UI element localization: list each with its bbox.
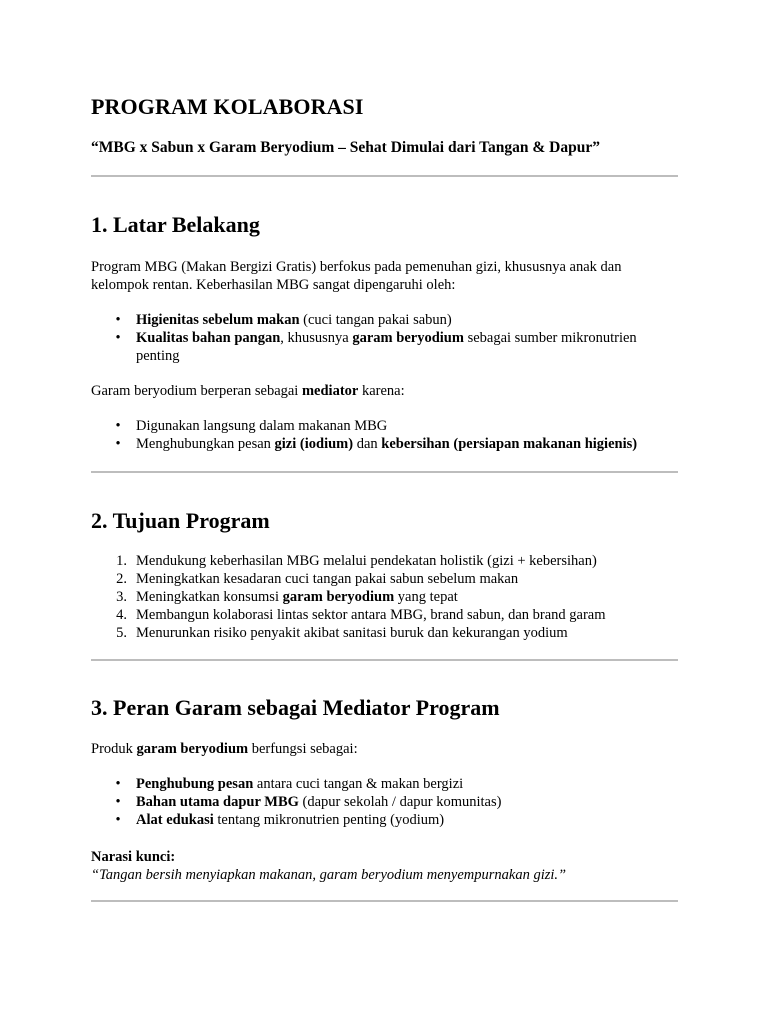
reason-text: Menghubungkan pesan bbox=[136, 436, 275, 452]
list-number: 2. bbox=[116, 571, 127, 587]
factor-text: (cuci tangan pakai sabun) bbox=[299, 312, 452, 328]
goal-text: Menurunkan risiko penyakit akibat sanitasi buruk dan kekurangan yodium bbox=[136, 625, 568, 641]
list-item bbox=[91, 311, 671, 329]
section-heading-latar-belakang: 1. Latar Belakang bbox=[91, 212, 260, 237]
role-intro-paragraph bbox=[91, 740, 671, 758]
list-number: 3. bbox=[116, 589, 127, 605]
list-item bbox=[91, 552, 671, 570]
background-line-1: Program MBG (Makan Bergizi Gratis) berfokus pada pemenuhan gizi, khususnya anak dan bbox=[91, 259, 622, 275]
key-narrative bbox=[91, 848, 671, 884]
reason-text: Digunakan langsung dalam makanan MBG bbox=[136, 418, 388, 434]
factor-bold: garam beryodium bbox=[352, 330, 464, 346]
section-heading-tujuan-program: 2. Tujuan Program bbox=[91, 508, 270, 533]
goal-text: Meningkatkan kesadaran cuci tangan pakai sabun sebelum makan bbox=[136, 571, 519, 587]
goal-text: Membangun kolaborasi lintas sektor antara MBG, brand sabun, dan brand garam bbox=[136, 607, 606, 623]
role-intro-text: Produk bbox=[91, 741, 137, 757]
list-item bbox=[91, 329, 671, 365]
bullet-icon: • bbox=[115, 312, 121, 328]
factor-bold: Higienitas sebelum makan bbox=[136, 312, 300, 328]
factor-text: , khususnya bbox=[280, 330, 353, 346]
list-number: 1. bbox=[116, 553, 127, 569]
role-text: tentang mikronutrien penting (yodium) bbox=[213, 812, 445, 828]
list-number: 5. bbox=[116, 625, 127, 641]
list-item bbox=[91, 775, 671, 793]
role-list bbox=[91, 775, 671, 829]
goal-text: yang tepat bbox=[394, 589, 458, 605]
list-item bbox=[91, 417, 671, 435]
bullet-icon: • bbox=[115, 794, 121, 810]
list-item bbox=[91, 570, 671, 588]
background-paragraph bbox=[91, 258, 671, 294]
divider bbox=[91, 900, 678, 902]
background-line-2: kelompok rentan. Keberhasilan MBG sangat dipengaruhi oleh: bbox=[91, 277, 456, 293]
role-text: antara cuci tangan & makan bergizi bbox=[253, 776, 464, 792]
divider bbox=[91, 659, 678, 661]
mediator-text: Garam beryodium berperan sebagai bbox=[91, 383, 302, 399]
factor-list bbox=[91, 311, 671, 365]
list-number: 4. bbox=[116, 607, 127, 623]
document-subtitle: “MBG x Sabun x Garam Beryodium – Sehat Dimulai dari Tangan & Dapur” bbox=[91, 139, 600, 156]
bullet-icon: • bbox=[115, 776, 121, 792]
key-narrative-quote: “Tangan bersih menyiapkan makanan, garam beryodium menyempurnakan gizi.” bbox=[91, 867, 567, 883]
reason-list bbox=[91, 417, 671, 453]
key-narrative-label: Narasi kunci: bbox=[91, 849, 176, 865]
bullet-icon: • bbox=[115, 812, 121, 828]
bullet-icon: • bbox=[115, 330, 121, 346]
mediator-text: karena: bbox=[358, 383, 405, 399]
reason-text: dan bbox=[353, 436, 382, 452]
factor-text: sebagai sumber mikronutrien bbox=[463, 330, 637, 346]
role-intro-text: berfungsi sebagai: bbox=[248, 741, 358, 757]
role-bold: Alat edukasi bbox=[136, 812, 214, 828]
list-item bbox=[91, 811, 671, 829]
divider bbox=[91, 175, 678, 177]
mediator-paragraph bbox=[91, 382, 671, 400]
goal-list bbox=[91, 552, 671, 642]
list-item bbox=[91, 606, 671, 624]
bullet-icon: • bbox=[115, 418, 121, 434]
list-item bbox=[91, 793, 671, 811]
goal-text: Meningkatkan konsumsi bbox=[136, 589, 283, 605]
list-item bbox=[91, 588, 671, 606]
role-intro-bold: garam beryodium bbox=[136, 741, 249, 757]
reason-bold: kebersihan (persiapan makanan higienis) bbox=[381, 436, 638, 452]
bullet-icon: • bbox=[115, 436, 121, 452]
document-title: PROGRAM KOLABORASI bbox=[91, 94, 364, 119]
divider bbox=[91, 471, 678, 473]
role-bold: Bahan utama dapur MBG bbox=[136, 794, 299, 810]
section-heading-peran-garam: 3. Peran Garam sebagai Mediator Program bbox=[91, 695, 500, 720]
mediator-bold: mediator bbox=[301, 383, 359, 399]
factor-bold: Kualitas bahan pangan bbox=[136, 330, 281, 346]
reason-bold: gizi (iodium) bbox=[274, 436, 354, 452]
list-item bbox=[91, 624, 671, 642]
role-bold: Penghubung pesan bbox=[136, 776, 254, 792]
goal-text: Mendukung keberhasilan MBG melalui pendekatan holistik (gizi + kebersihan) bbox=[136, 553, 597, 569]
role-text: (dapur sekolah / dapur komunitas) bbox=[298, 794, 502, 810]
list-item bbox=[91, 435, 671, 453]
factor-text: penting bbox=[136, 348, 180, 364]
goal-bold: garam beryodium bbox=[282, 589, 395, 605]
